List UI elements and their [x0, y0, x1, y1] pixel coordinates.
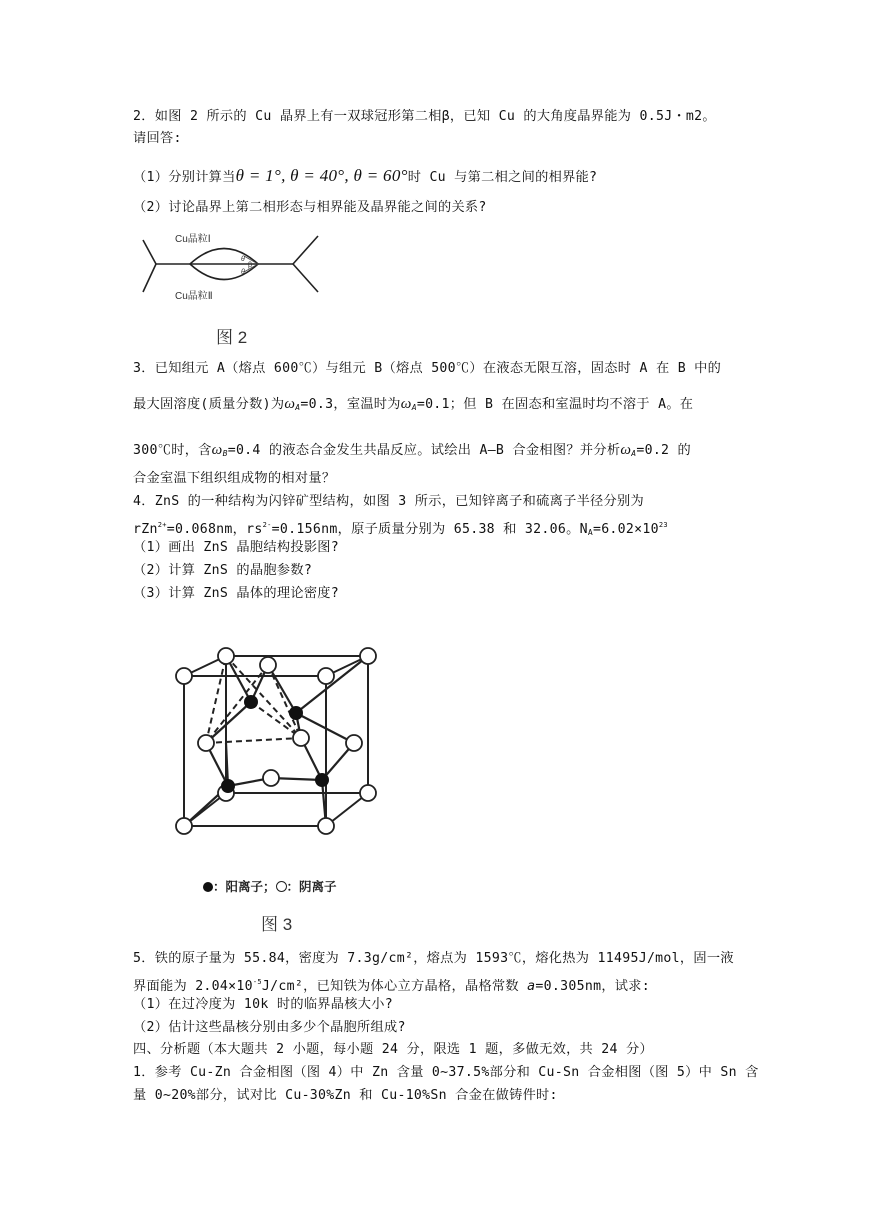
- section-4-heading: 四、分析题（本大题共 2 小题，每小题 24 分，限选 1 题，多做无效，共 24 分）: [133, 1042, 653, 1057]
- q5-sub2: （2）估计这些晶核分别由多少个晶胞所组成?: [133, 1020, 406, 1035]
- q2-sub1: （1）分别计算当θ = 1°, θ = 40°, θ = 60°时 Cu 与第二相之间的相界能?: [133, 166, 598, 185]
- q2-line1: 2．如图 2 所示的 Cu 晶界上有一双球冠形第二相β，已知 Cu 的大角度晶界能为 0.5J・m2。: [133, 109, 716, 124]
- section-4-p1-line1: 1．参考 Cu-Zn 合金相图（图 4）中 Zn 含量 0~37.5%部分和 Cu-Sn 合金相图（图 5）中 Sn 含: [133, 1065, 759, 1080]
- figure-3-legend: ：阳离子； ：阴离子: [203, 877, 337, 895]
- figure-2-caption: 图 2: [216, 328, 248, 347]
- anion-legend-icon: [276, 881, 287, 892]
- q5-line2: 界面能为 $2.04\times 10^{-5}J$/cm²，已知铁为体心立方晶格，晶格常数 a=0.305nm，试求:: [133, 978, 651, 994]
- q4-line2: rZn$^{2+}$=0.068nm，$rs^{2-}=0.156nm$，原子质量分别为 65.38 和 32.06。$NA=6.02\times 10^{23}$: [133, 521, 668, 537]
- q3-line4: 合金室温下组织组成物的相对量？: [133, 471, 336, 486]
- figure-3-zinc-blende: [170, 642, 385, 842]
- q3-line3: 300℃时，含$\omega_B=0.4$ 的液态合金发生共晶反应。试绘出 A—B 合金相图？并分析$\omega_A=0.2$ 的: [133, 442, 692, 458]
- label-grain-1: Cu晶粒Ⅰ: [175, 234, 211, 245]
- section-4-p1-line2: 量 0~20%部分，试对比 Cu-30%Zn 和 Cu-10%Sn 合金在做铸件时:: [133, 1088, 558, 1103]
- q4-sub1: （1）画出 ZnS 晶胞结构投影图?: [133, 540, 340, 555]
- q2-line2: 请回答:: [133, 131, 182, 146]
- q5-line1: 5．铁的原子量为 55.84，密度为 7.3g/cm²，熔点为 1593℃，熔化热为 11495J/mol，固一液: [133, 951, 734, 966]
- label-theta-2: θ: [241, 269, 245, 276]
- figure-3-caption: 图 3: [261, 915, 293, 934]
- cation-legend-icon: [203, 882, 213, 892]
- label-grain-2: Cu晶粒Ⅱ: [175, 291, 213, 302]
- q4-sub2: （2）计算 ZnS 的晶胞参数?: [133, 563, 313, 578]
- label-beta: β: [248, 262, 253, 269]
- q2-sub2: （2）讨论晶界上第二相形态与相界能及晶界能之间的关系?: [133, 200, 487, 215]
- q3-line1: 3．已知组元 A（熔点 600℃）与组元 B（熔点 500℃）在液态无限互溶，固态时 A 在 B 中的: [133, 361, 722, 376]
- theta-formula: θ = 1°, θ = 40°, θ = 60°: [235, 166, 408, 185]
- figure-2-grain-boundary: [138, 228, 328, 308]
- label-theta-1: θ: [241, 256, 245, 263]
- q5-sub1: （1）在过冷度为 10k 时的临界晶核大小?: [133, 997, 393, 1012]
- q3-line2: 最大固溶度(质量分数)为$\omega_A=0.3$，室温时为$\omega_A=0.1$；但 B 在固态和室温时均不溶于 A。在: [133, 396, 694, 412]
- q4-line1: 4．ZnS 的一种结构为闪锌矿型结构，如图 3 所示，已知锌离子和硫离子半径分别为: [133, 494, 645, 509]
- q4-sub3: （3）计算 ZnS 晶体的理论密度?: [133, 586, 340, 601]
